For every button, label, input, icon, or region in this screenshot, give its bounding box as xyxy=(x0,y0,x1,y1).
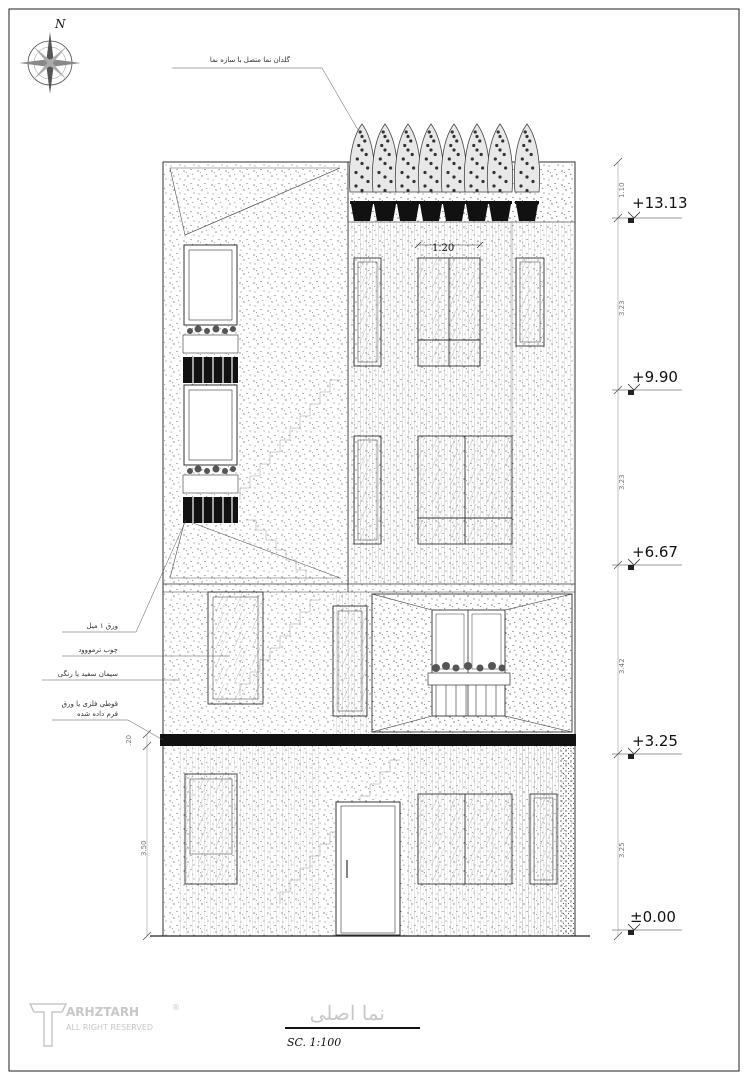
dim-right: 3.23 xyxy=(618,300,626,316)
dim-left: 3.50 xyxy=(140,840,148,856)
annotation-sheet: ورق ۱ میل xyxy=(86,622,118,630)
planter-tree xyxy=(514,124,539,221)
planter-tree xyxy=(372,124,397,221)
north-arrow-icon xyxy=(19,17,81,94)
drawing-scale: SC. 1:100 xyxy=(287,1036,342,1049)
annotation-metal-1: قوطی فلزی یا ورق xyxy=(61,700,118,708)
level-label: +9.90 xyxy=(632,368,678,386)
level-label: +6.67 xyxy=(632,543,678,561)
window-center-floor2 xyxy=(354,436,512,544)
annotation-metal-2: فرم داده شده xyxy=(76,710,118,718)
top-window-dim: 1.20 xyxy=(432,243,455,254)
planter-tree xyxy=(487,124,512,221)
planter-tree xyxy=(395,124,420,221)
dim-right: 3.25 xyxy=(618,842,626,858)
window-ground-left xyxy=(185,774,237,884)
right-dimension-chain xyxy=(614,158,626,940)
planter-tree xyxy=(464,124,489,221)
level-label: +13.13 xyxy=(632,194,688,212)
planter-tree xyxy=(418,124,443,221)
planter-tree xyxy=(441,124,466,221)
dim-right: 1.10 xyxy=(618,182,626,198)
north-label: N xyxy=(55,17,66,31)
facade xyxy=(150,124,590,936)
brand-rights: ALL RIGHT RESERVED xyxy=(66,1023,154,1032)
level-6-67 xyxy=(612,543,682,570)
annotation-wood: چوب ترمووود xyxy=(78,646,118,654)
level-3-25 xyxy=(612,732,682,759)
annotation-planter: گلدان نما متصل با سازه نما xyxy=(209,56,290,64)
floor-slab-band xyxy=(160,734,576,746)
dim-right: 3.23 xyxy=(618,474,626,490)
entrance-door xyxy=(336,802,400,935)
drawing-title: نما اصلی xyxy=(309,1001,385,1025)
brand-name: ARHZTARH xyxy=(66,1005,140,1019)
window-left-floor3 xyxy=(183,245,238,383)
title-block xyxy=(285,1001,420,1049)
brand-logo xyxy=(30,1003,180,1046)
level-label: +3.25 xyxy=(632,732,678,750)
brand-registered: ® xyxy=(172,1003,180,1012)
dim-left: .20 xyxy=(125,734,133,746)
planter-tree xyxy=(349,124,374,221)
window-ground-right xyxy=(418,794,557,884)
bay-window-floor1 xyxy=(372,594,572,732)
level-label: ±0.00 xyxy=(630,908,676,926)
level-0-00 xyxy=(612,908,682,935)
left-dimension-chain xyxy=(125,730,151,940)
annotation-cement: سیمان سفید یا رنگی xyxy=(57,670,118,678)
level-9-90 xyxy=(612,368,682,395)
dim-right: 3.42 xyxy=(618,658,626,674)
window-left-floor2 xyxy=(183,385,238,523)
